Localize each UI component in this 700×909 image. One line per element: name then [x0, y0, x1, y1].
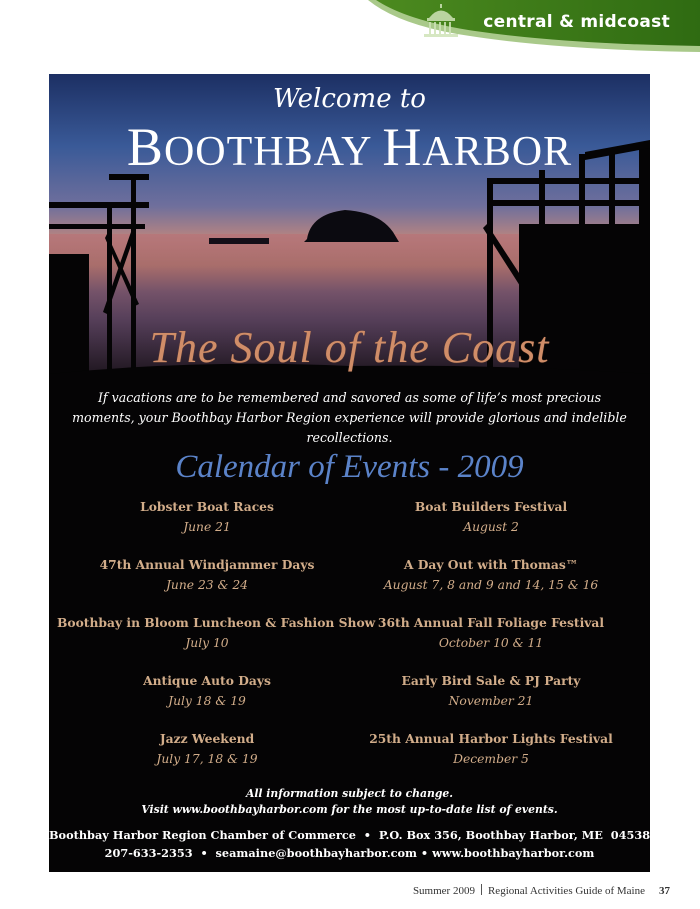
welcome-heading: Welcome to: [273, 84, 426, 114]
tagline: The Soul of the Coast: [149, 323, 550, 372]
event-name: Boothbay in Bloom Luncheon & Fashion Show: [57, 615, 376, 630]
event-date: July 18 & 19: [168, 694, 246, 708]
event-name: Lobster Boat Races: [140, 499, 274, 514]
event-date: December 5: [453, 752, 529, 766]
calendar-title: Calendar of Events - 2009: [175, 449, 524, 485]
boothbay-harbor-title: BOOTHBAY HARBOR: [126, 117, 573, 177]
event-antique-auto-days: [57, 673, 357, 709]
chamber-contact: [49, 826, 650, 862]
event-day-out-with-thomas: [341, 557, 641, 593]
event-name: Early Bird Sale & PJ Party: [401, 673, 581, 688]
event-date: June 21: [183, 520, 231, 534]
event-date: August 7, 8 and 9 and 14, 15 & 16: [383, 578, 599, 592]
event-date: August 2: [463, 520, 519, 534]
event-name: Jazz Weekend: [159, 731, 255, 746]
page-footer: [413, 884, 670, 897]
issue-label: Summer 2009: [412, 885, 475, 897]
section-label: central & midcoast: [483, 12, 670, 32]
event-windjammer-days: [57, 557, 357, 593]
event-name: 25th Annual Harbor Lights Festival: [369, 731, 613, 746]
event-name: 47th Annual Windjammer Days: [99, 557, 315, 572]
event-date: October 10 & 11: [438, 636, 544, 650]
boothbay-advertisement: [49, 74, 650, 872]
footer-divider: [481, 884, 482, 895]
event-date: July 17, 18 & 19: [156, 752, 258, 766]
event-harbor-lights-festival: [341, 731, 641, 767]
website-line: Visit www.boothbayharbor.com for the most up-to-date list of events.: [141, 803, 558, 816]
event-date: July 10: [185, 636, 229, 650]
event-name: A Day Out with Thomas™: [403, 557, 579, 572]
event-date: June 23 & 24: [165, 578, 248, 592]
event-name: Boat Builders Festival: [414, 499, 568, 514]
chamber-phone-email: 207-633-2353 • seamaine@boothbayharbor.com • www.boothbayharbor.com: [104, 846, 595, 860]
guide-title: Regional Activities Guide of Maine: [487, 885, 645, 897]
event-boat-builders-festival: [341, 499, 641, 535]
chamber-address: Boothbay Harbor Region Chamber of Commerce • P.O. Box 356, Boothbay Harbor, ME 04538: [49, 828, 650, 842]
event-early-bird-sale: [341, 673, 641, 709]
event-fall-foliage-festival: [341, 615, 641, 651]
intro-text: If vacations are to be remembered and savored as some of life’s most precious moments, your Boothbay Harbor Region experience will provide glorious and indelible recollections.: [72, 390, 627, 445]
page-number: 37: [659, 885, 670, 897]
disclaimer-note: [49, 786, 650, 818]
event-jazz-weekend: [57, 731, 357, 767]
event-lobster-boat-races: [57, 499, 357, 535]
event-boothbay-in-bloom: [57, 615, 376, 651]
event-name: Antique Auto Days: [143, 673, 271, 688]
event-date: November 21: [448, 694, 534, 708]
disclaimer-line: All information subject to change.: [245, 787, 454, 800]
event-name: 36th Annual Fall Foliage Festival: [377, 615, 605, 630]
